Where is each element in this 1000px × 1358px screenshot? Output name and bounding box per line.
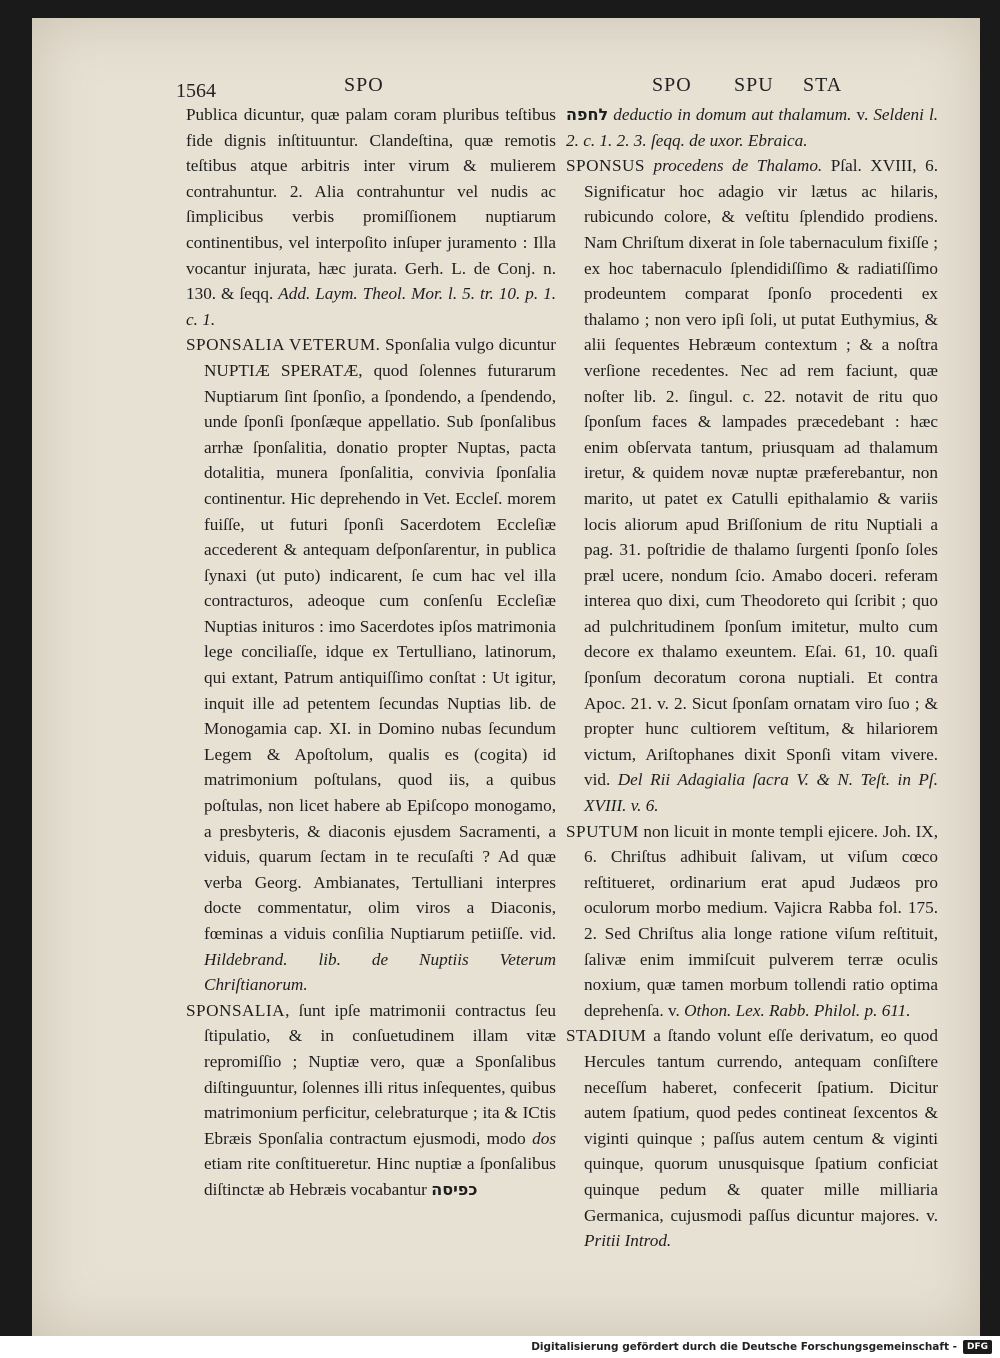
entry-sputum [566,819,938,1024]
entry-continuation [186,102,556,332]
entry-sponsalia-veterum [186,332,556,997]
left-column [186,102,556,1203]
entry-italic-word: dos [532,1128,557,1148]
entry-headword: SPONSALIA VETERUM. [186,335,381,355]
digitization-footer [0,1336,1000,1358]
entry-text: , ſunt ipſe matrimonii contractus ſeu ſtipulatio, & in conſuetudinem illam vitæ repromiſſio ; Nuptiæ vero, quæ a Sponſalibus diſtinguuntur, ſolennes illi ritus inſequentes, quibus matrimonium perficitur, celebraturque ; ita & ICtis Ebræis Sponſalia contractum ejusmodi, modo [204,1000,556,1148]
page-number: 1564 [176,80,216,102]
entry-headword: SPONSUS [566,156,645,176]
entry-reference: Pritii Introd. [584,1231,672,1251]
entry-text: Publica dicuntur, quæ palam coram pluribus teſtibus fide dignis inſtituuntur. Clandeſtina, quæ remotis teſtibus atque arbitris inter virum & mulierem contrahuntur. 2. Alia contrahuntur vel nudis ac ſimplicibus verbis promiſſionem nuptiarum continentibus, vel interpoſito inſuper juramento : Illa vocantur injurata, hæc jurata. Gerh. L. de Conj. n. 130. & ſeqq. [186,105,556,304]
footer-credit: Digitalisierung gefördert durch die Deutsche Forschungsgemeinschaft - [531,1341,957,1353]
entry-text: a ſtando volunt eſſe derivatum, eo quod Hercules tantum currendo, antequam conſiſtere neceſſum haberet, confecerit ſpatium. Dicitur autem ſpatium, quod pedes contineat ſexcentos & viginti quinque ; paſſus autem centum & viginti quinque, quorum unusquisque ſpatium conficiat quinque pedum & quater mille milliaria Germanica, cujusmodi paſſus dicuntur majores. v. [584,1026,938,1225]
entry-reference: Hildebrand. lib. de Nuptiis Veterum Chriſtianorum. [204,949,556,995]
entry-text: Sponſalia vulgo dicuntur NUPTIÆ SPERATÆ, quod ſolennes futurarum Nuptiarum ſint ſponſio, a ſpondendo, a ſpendendo, unde ſponſi ſponſæque appellatio. Sub ſponſalibus arrhæ ſponſalitia, donatio propter Nuptas, pacta dotalitia, munera ſponſalitia, convivia ſponſalia continentur. Hic deprehendo in Vet. Eccleſ. morem fuiſſe, ut futuri ſponſi Sacerdotem Eccleſiæ accederent & antequam deſponſarentur, in publica ſynaxi (ut puto) indicarent, ſe cum hac vel illa contracturos, adeoque cum conſenſu Eccleſiæ Nuptias inituros : imo Sacerdotes ipſos matrimonia lege conciliaſſe, idque ex Tertulliano, latinorum, qui extant, Patrum antiquiſſimo conſtat : Ut igitur, inquit ille ad petentem ſecundas Nuptias lib. de Monogamia cap. XI. in Domino nubas ſecundum Legem & Apoſtolum, qualis es (cogita) id matrimonium poſtulans, quod iis, a quibus poſtulas, non licet habere ab Epiſcopo monogamo, a presbyteris, & diaconis ejusdem Sacramenti, a viduis, quarum ſectam in te recuſaſti ? Ad quæ verba Georg. Ambianates, Tertulliani interpres docte commentatur, olim viros a Diaconis, fœminas a viduis conſilia Nuptiarum petiiſſe. vid. [204,335,556,943]
entry-text: deductio in domum aut thalamum. [613,105,852,124]
entry-text: v. [856,105,869,124]
entry-headword: SPONSALIA [186,1000,286,1020]
entry-reference: Othon. Lex. Rabb. Philol. p. 611. [684,1000,911,1020]
entry-reference: Add. Laym. Theol. Mor. l. 5. tr. 10. p. 1. c. 1. [186,284,557,329]
entry-sponsus [566,153,938,818]
hebrew-word: לחפה [566,105,609,124]
dfg-logo-icon: DFG [963,1340,992,1354]
entry-headword: SPUTUM [566,821,639,841]
entry-headword: STADIUM [566,1026,647,1046]
running-head-right-2: SPU [734,74,774,96]
entry-italic-phrase: procedens de Thalamo. [653,156,823,176]
entry-continuation [566,102,938,153]
right-column [566,102,938,1254]
entry-stadium [566,1023,938,1253]
entry-text: etiam rite conſtitueretur. Hinc nuptiæ a ſponſalibus diſtinctæ ab Hebræis vocabantur [204,1154,556,1199]
running-head-right-1: SPO [652,74,692,96]
entry-reference: Del Rii Adagialia ſacra V. & N. Teſt. in Pſ. XVIII. v. 6. [584,770,938,816]
entry-text: non licuit in monte templi ejicere. Joh. IX, 6. Chriſtus adhibuit ſalivam, ut viſum cœco reſtitueret, ordinarium erat apud Judæos pro oculorum morbo medium. Vajicra Rabba fol. 175. 2. Sed Chriſtus alia longe ratione viſum reſtituit, ſalivæ enim immiſcuit pulverem terræ oculis noxium, quæ tamen morbum tollendi ratio optima deprehenſa. v. [584,821,938,1020]
running-head-right-3: STA [803,74,843,96]
running-head-left: SPO [344,74,384,96]
entry-sponsalia [186,998,556,1203]
entry-text: Pſal. XVIII, 6. Significatur hoc adagio vir lætus ac hilaris, rubicundo colore, & veſtitu ſplendido prodiens. Nam Chriſtum dixerat in ſole tabernaculum fixiſſe ; ex hoc tabernaculo ſplendidiſſimo & radiatiſſimo prodeuntem comparat ſponſo procedenti ex thalamo ; non vero ipſi ſoli, ut putat Euthymius, & alii ſequentes Hebræum contextum ; & a noſtra verſione recedentes. Nec ad rem faciunt, quæ noſter lib. 2. ſingul. c. 22. notavit de ritu quo ſponſum faces & lampades præcedebant : hæc enim obſervata tantum, priusquam ad thalamum iretur, & quidem novæ nuptæ præferebantur, non marito, ut patet ex Catulli epithalamio & variis locis aliorum apud Briſſonium de ritu Nuptiali a pag. 31. poſtridie de thalamo ſurgenti ſponſo ſoles præl ucere, nondum ſcio. Amabo doceri. referam interea quo dixi, cum Theodoreto qui ſcribit ; quo ad pulchritudinem ſponſum imitetur, multo cum decore ex thalamo exeuntem. Eſai. 61, 10. quaſi ſponſum decoratum corona nuptiali. Et contra Apoc. 21. v. 2. Sicut ſponſam ornatam viro ſuo ; & propter hunc cultiorem veſtitum, & hilariorem victum, Ariſtophanes dixit Sponſi vitam vivere. vid. [584,156,939,790]
hebrew-word: כפיסה [431,1179,478,1199]
entry-reference: Seldeni l. 2. c. 1. 2. 3. ſeqq. de uxor. Ebraica. [566,105,939,150]
